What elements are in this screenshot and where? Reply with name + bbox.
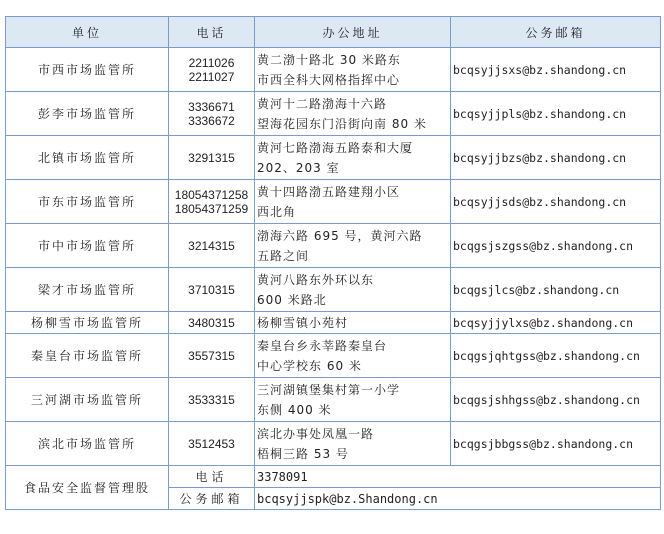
table-row [6, 268, 661, 312]
unit-cell: 秦皇台市场监管所 [6, 334, 169, 378]
header-row [6, 17, 661, 48]
phone-cell [169, 48, 255, 92]
unit-cell: 三河湖市场监管所 [6, 378, 169, 422]
address-line: 市西全科大网格指挥中心 [257, 72, 401, 87]
address-line: 中心学校东 60 米 [257, 358, 362, 373]
address-cell [255, 378, 451, 422]
footer-phone-label: 电话 [169, 466, 255, 488]
footer-email-label: 公务邮箱 [169, 488, 255, 510]
unit-cell: 杨柳雪市场监管所 [6, 312, 169, 334]
address-line: 梧桐三路 53 号 [257, 446, 349, 461]
unit-cell: 彭李市场监管所 [6, 92, 169, 136]
footer-phone: 3378091 [255, 466, 661, 488]
unit-cell: 梁才市场监管所 [6, 268, 169, 312]
contact-table [5, 16, 661, 510]
address-line: 东侧 400 米 [257, 402, 332, 417]
table-row [6, 422, 661, 466]
address-line: 202、203 室 [257, 160, 340, 175]
email-cell: bcqsyjjylxs@bz.shandong.cn [451, 312, 661, 334]
address-cell [255, 136, 451, 180]
phone-number: 2211027 [188, 69, 235, 84]
address-cell [255, 422, 451, 466]
email-cell: bcqsyjjsxs@bz.shandong.cn [451, 48, 661, 92]
email-cell: bcqgsjqhtgss@bz.shandong.cn [451, 334, 661, 378]
header-address: 办公地址 [255, 17, 451, 48]
unit-cell: 市中市场监管所 [6, 224, 169, 268]
address-cell [255, 312, 451, 334]
address-line: 三河湖镇堡集村第一小学 [257, 382, 401, 397]
phone-cell [169, 92, 255, 136]
phone-number: 18054371258 [174, 187, 249, 202]
email-cell: bcqgsjshhgss@bz.shandong.cn [451, 378, 661, 422]
address-line: 黄河八路东外环以东 [257, 272, 375, 287]
address-cell [255, 224, 451, 268]
footer-phone-row [6, 466, 661, 488]
table-row [6, 224, 661, 268]
phone-cell [169, 422, 255, 466]
table-row [6, 180, 661, 224]
unit-cell: 滨北市场监管所 [6, 422, 169, 466]
address-cell [255, 180, 451, 224]
phone-number: 3512453 [188, 436, 235, 451]
phone-number: 3710315 [188, 282, 235, 297]
phone-number: 18054371259 [174, 201, 249, 216]
table-row [6, 312, 661, 334]
table-row [6, 334, 661, 378]
address-line: 黄河十二路渤海十六路 [257, 96, 388, 111]
address-line: 望海花园东门沿街向南 80 米 [257, 116, 427, 131]
address-line: 滨北办事处凤凰一路 [257, 426, 375, 441]
header-unit: 单位 [6, 17, 169, 48]
phone-cell [169, 312, 255, 334]
address-line: 西北角 [257, 204, 297, 219]
phone-cell [169, 268, 255, 312]
email-cell: bcqgsjszgss@bz.shandong.cn [451, 224, 661, 268]
phone-cell [169, 180, 255, 224]
email-cell: bcqgsjbbgss@bz.shandong.cn [451, 422, 661, 466]
phone-cell [169, 136, 255, 180]
phone-number: 3480315 [188, 315, 235, 330]
phone-number: 3336671 [188, 99, 235, 114]
email-cell: bcqsyjjpls@bz.shandong.cn [451, 92, 661, 136]
address-line: 黄十四路渤五路建翔小区 [257, 184, 401, 199]
phone-cell [169, 334, 255, 378]
phone-number: 3214315 [188, 238, 235, 253]
header-phone: 电话 [169, 17, 255, 48]
table-row [6, 136, 661, 180]
address-line: 杨柳雪镇小苑村 [257, 315, 349, 330]
table-body [6, 48, 661, 510]
page-wrapper [5, 16, 661, 510]
address-line: 五路之间 [257, 248, 310, 263]
address-cell [255, 268, 451, 312]
footer-unit: 食品安全监督管理股 [6, 466, 169, 510]
email-cell: bcqgsjlcs@bz.shandong.cn [451, 268, 661, 312]
address-cell [255, 334, 451, 378]
unit-cell: 市西市场监管所 [6, 48, 169, 92]
phone-number: 2211026 [188, 55, 235, 70]
phone-cell [169, 378, 255, 422]
footer-email: bcqsyjjspk@bz.Shandong.cn [255, 488, 661, 510]
phone-number: 3291315 [188, 150, 235, 165]
phone-number: 3336672 [188, 113, 235, 128]
phone-cell [169, 224, 255, 268]
address-line: 渤海六路 695 号，黄河六路 [257, 228, 423, 243]
header-email: 公务邮箱 [451, 17, 661, 48]
address-line: 秦皇台乡永莘路秦皇台 [257, 338, 388, 353]
phone-number: 3533315 [188, 392, 235, 407]
table-row [6, 92, 661, 136]
address-cell [255, 48, 451, 92]
unit-cell: 北镇市场监管所 [6, 136, 169, 180]
email-cell: bcqsyjjbzs@bz.shandong.cn [451, 136, 661, 180]
table-row [6, 378, 661, 422]
email-cell: bcqsyjjsds@bz.shandong.cn [451, 180, 661, 224]
address-line: 黄河七路渤海五路泰和大厦 [257, 140, 414, 155]
phone-number: 3557315 [188, 348, 235, 363]
address-cell [255, 92, 451, 136]
unit-cell: 市东市场监管所 [6, 180, 169, 224]
table-row [6, 48, 661, 92]
address-line: 600 米路北 [257, 292, 327, 307]
address-line: 黄二渤十路北 30 米路东 [257, 52, 401, 67]
